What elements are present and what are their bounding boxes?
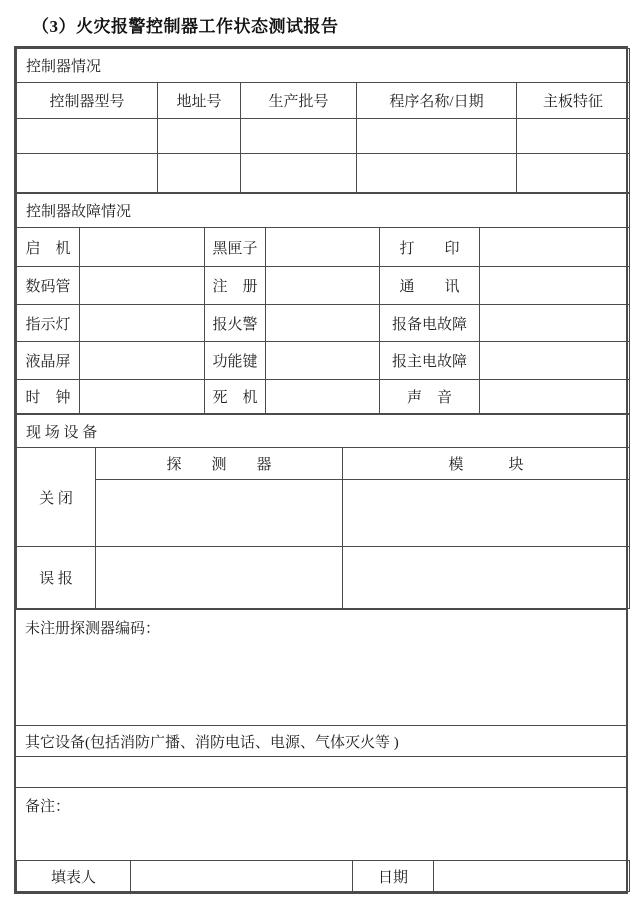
footer-table xyxy=(16,860,630,892)
field-false-alarm-detector-cell xyxy=(96,547,343,609)
fault-label-lcd-screen: 液晶屏 xyxy=(17,342,80,380)
fault-value-communication xyxy=(480,267,630,305)
other-equipment-value-area xyxy=(16,756,626,787)
other-equipment-section xyxy=(16,725,626,756)
fault-label-boot: 启 机 xyxy=(17,228,80,267)
fault-value-function-key xyxy=(266,342,380,380)
field-close-detector-cell xyxy=(96,480,343,547)
fault-value-sound xyxy=(480,380,630,414)
fault-label-blackbox: 黑匣子 xyxy=(205,228,266,267)
test-report-form xyxy=(14,46,628,894)
production-batch-cell-2 xyxy=(241,154,357,193)
fault-value-digital-tube xyxy=(80,267,205,305)
production-batch-cell-1 xyxy=(241,119,357,154)
other-equipment-label: 其它设备(包括消防广播、消防电话、电源、气体灭火等 ) xyxy=(25,734,399,751)
fault-label-register: 注 册 xyxy=(205,267,266,305)
unregistered-detector-section xyxy=(16,609,626,725)
controller-model-cell-1 xyxy=(17,119,158,154)
program-name-date-cell-1 xyxy=(357,119,517,154)
field-false-alarm-module-cell xyxy=(343,547,630,609)
field-close-module-cell xyxy=(343,480,630,547)
controller-section-label: 控制器情况 xyxy=(17,49,630,83)
fault-value-register xyxy=(266,267,380,305)
field-section-label: 现 场 设 备 xyxy=(17,415,630,448)
fault-value-indicator xyxy=(80,305,205,342)
fault-value-backup-power-fault xyxy=(480,305,630,342)
field-detector-header: 探 测 器 xyxy=(96,448,343,480)
fault-value-clock xyxy=(80,380,205,414)
fault-label-sound: 声 音 xyxy=(380,380,480,414)
unregistered-detector-label: 未注册探测器编码： xyxy=(25,621,161,637)
field-close-label: 关 闭 xyxy=(17,448,96,547)
fault-value-fire-alarm xyxy=(266,305,380,342)
fault-label-backup-power-fault: 报备电故障 xyxy=(380,305,480,342)
header-production-batch: 生产批号 xyxy=(241,83,357,119)
fault-value-crash xyxy=(266,380,380,414)
controller-info-table xyxy=(16,48,630,193)
document-page xyxy=(0,12,640,894)
fault-label-function-key: 功能键 xyxy=(205,342,266,380)
fault-label-communication: 通 讯 xyxy=(380,267,480,305)
program-name-date-cell-2 xyxy=(357,154,517,193)
fault-label-fire-alarm: 报火警 xyxy=(205,305,266,342)
address-no-cell-2 xyxy=(158,154,241,193)
header-address-no: 地址号 xyxy=(158,83,241,119)
header-mainboard-feature: 主板特征 xyxy=(517,83,630,119)
fault-label-main-power-fault: 报主电故障 xyxy=(380,342,480,380)
header-controller-model: 控制器型号 xyxy=(17,83,158,119)
field-device-table xyxy=(16,414,630,609)
controller-model-cell-2 xyxy=(17,154,158,193)
remarks-label: 备注： xyxy=(25,799,71,815)
date-label: 日期 xyxy=(353,861,434,892)
mainboard-feature-cell-1 xyxy=(517,119,630,154)
fault-label-indicator: 指示灯 xyxy=(17,305,80,342)
fault-label-digital-tube: 数码管 xyxy=(17,267,80,305)
fault-section-label: 控制器故障情况 xyxy=(17,194,630,228)
address-no-cell-1 xyxy=(158,119,241,154)
fault-label-clock: 时 钟 xyxy=(17,380,80,414)
fault-value-lcd-screen xyxy=(80,342,205,380)
fault-value-print xyxy=(480,228,630,267)
fault-label-print: 打 印 xyxy=(380,228,480,267)
date-value-cell xyxy=(434,861,630,892)
fault-value-main-power-fault xyxy=(480,342,630,380)
document-title: （3）火灾报警控制器工作状态测试报告 xyxy=(32,17,339,36)
header-program-name-date: 程序名称/日期 xyxy=(357,83,517,119)
field-module-header: 模 块 xyxy=(343,448,630,480)
fault-value-boot xyxy=(80,228,205,267)
fault-value-blackbox xyxy=(266,228,380,267)
fault-label-crash: 死 机 xyxy=(205,380,266,414)
controller-fault-table xyxy=(16,193,630,414)
form-filler-value-cell xyxy=(131,861,353,892)
mainboard-feature-cell-2 xyxy=(517,154,630,193)
form-filler-label: 填表人 xyxy=(17,861,131,892)
field-false-alarm-label: 误 报 xyxy=(17,547,96,609)
remarks-section xyxy=(16,787,626,860)
